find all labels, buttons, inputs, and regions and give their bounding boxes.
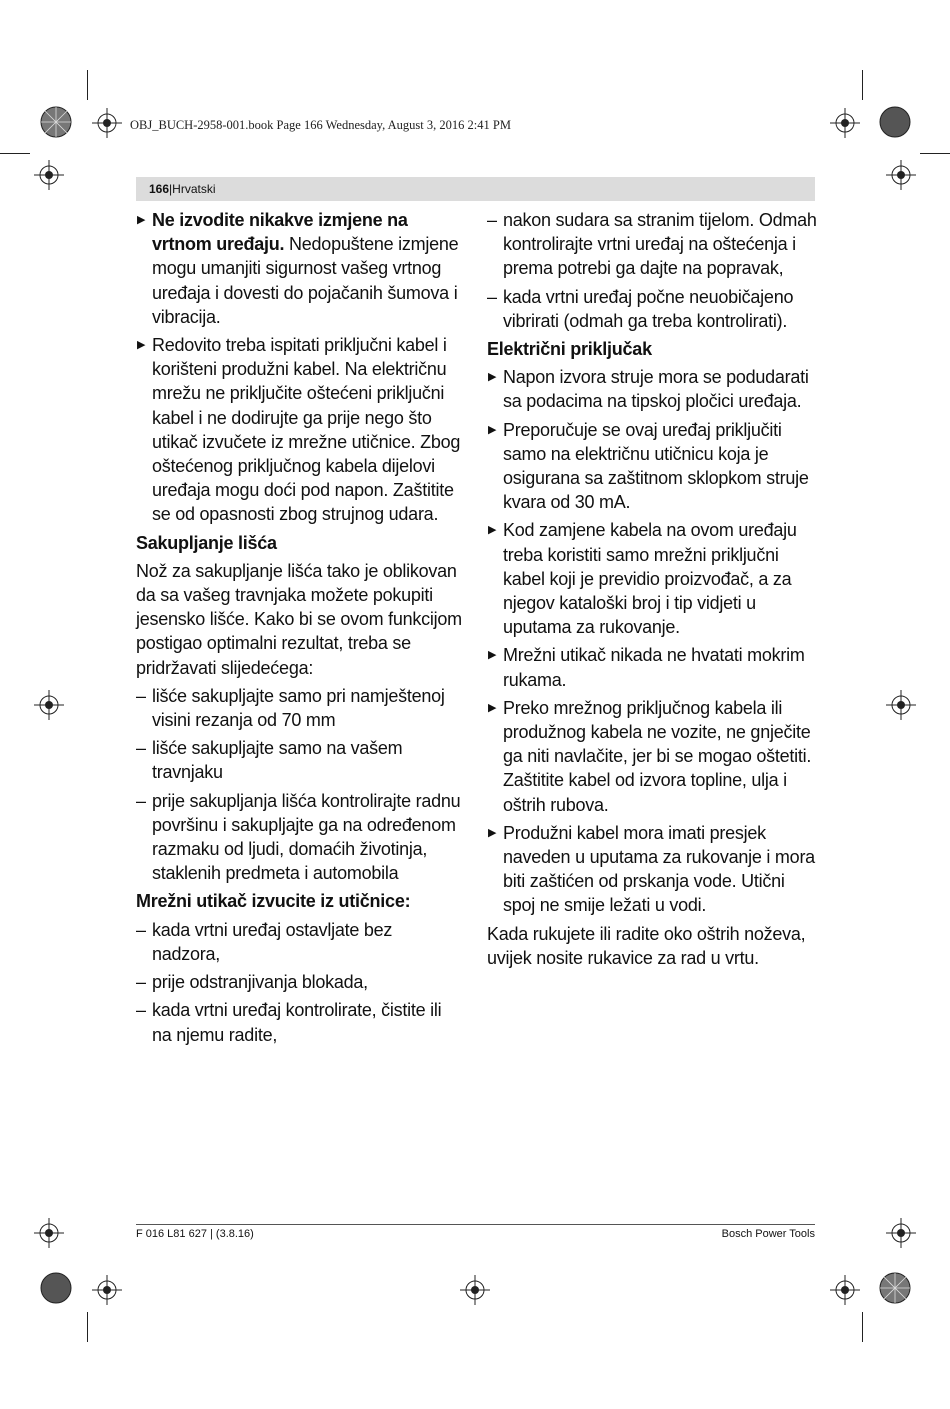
section-heading-leaves: Sakupljanje lišća [136,532,277,553]
crosshair-mark-bottom-center [460,1275,490,1305]
dash-item: – kada vrtni uređaj ostavljate bez nadzora, [136,918,464,966]
footer-rule [136,1224,815,1225]
bullet-item: ▶ Redovito treba ispitati priključni kabel i korišteni produžni kabel. Na električnu mrežu ne priključite oštećeni priključni kabel i ne dodirujte ga prije nego što utikač izvučete iz mrežne utičnice. Zbog oštećenog priključnog kabela dijelovi uređaja mogu doći pod napon. Zaštitite se od opasnosti zbog strujnog udara. [136,333,464,527]
dash-item: – lišće sakupljajte samo na vašem travnjaku [136,736,464,784]
bullet-item: ▶ Kod zamjene kabela na ovom uređaju treba koristiti samo mrežni priključni kabel koji je previdio proizvođač, a za njegov kataloški broj i tip vidjeti u uputama za rukovanje. [487,518,817,639]
crosshair-mark-upper-right [886,160,916,190]
bullet-bold-text: Ne izvodite nikakve izmjene na vrtnom uređaju. [152,210,408,255]
dash-item: – lišće sakupljajte samo pri namještenoj visini rezanja od 70 mm [136,684,464,732]
section-heading-electrical: Električni priključak [487,339,652,360]
closing-paragraph: Kada rukujete ili radite oko oštrih noževa, uvijek nosite rukavice za rad u vrtu. [487,923,806,968]
file-header: OBJ_BUCH-2958-001.book Page 166 Wednesday, August 3, 2016 2:41 PM [130,118,511,132]
bullet-item: ▶ Produžni kabel mora imati presjek naveden u uputama za rukovanje i mora biti zaštićen od prskanja vode. Utični spoj ne smije ležati u vodi. [487,821,817,918]
crosshair-mark-mid-left [34,690,64,720]
dash-item: – kada vrtni uređaj kontrolirate, čistite ili na njemu radite, [136,998,464,1046]
page-header-bar [136,177,815,201]
crosshair-mark-bottom-right [830,1275,860,1305]
bullet-item: ▶ Mrežni utikač nikada ne hvatati mokrim rukama. [487,643,817,691]
page-number: 166 [149,182,170,196]
crosshair-mark-lower-right [886,1218,916,1248]
crop-line [87,70,88,100]
header-language: Hrvatski [172,182,216,196]
bullet-item: ▶ Napon izvora struje mora se podudarati sa podacima na tipskoj pločici uređaja. [487,365,817,413]
crop-line [862,70,863,100]
left-column [136,208,464,1051]
footer-document-code: F 016 L81 627 | (3.8.16) [136,1228,254,1240]
registration-mark-bottom-right-solid [877,1270,913,1306]
leaves-paragraph: Nož za sakupljanje lišća tako je oblikovan da sa vašeg travnjaka možete pokupiti jesensko lišće. Kako bi se ovom funkcijom postigao optimalni rezultat, treba se pridržavati slijedećega: [136,560,462,678]
bullet-text: Nedopuštene izmjene mogu umanjiti sigurnost vašeg vrtnog uređaja i dovesti do pojačanih šumova i vibracija. [152,234,459,327]
registration-mark-bottom-left-solid [38,1270,74,1306]
bullet-item [136,208,464,329]
crop-line [0,153,30,154]
crosshair-mark-upper-left [34,160,64,190]
dash-item: – prije odstranjivanja blokada, [136,970,464,994]
crop-line [920,153,950,154]
dash-item: – nakon sudara sa stranim tijelom. Odmah kontrolirajte vrtni uređaj na oštećenja i prema potrebi ga dajte na popravak, [487,208,817,281]
crosshair-mark-mid-right [886,690,916,720]
crosshair-mark-top-right [830,108,860,138]
dash-item: – prije sakupljanja lišća kontrolirajte radnu površinu i sakupljajte ga na određenom razmaku od ljudi, domaćih životinja, staklenih predmeta i automobila [136,789,464,886]
crosshair-mark-top-left [92,108,122,138]
crop-line [862,1312,863,1342]
footer-brand: Bosch Power Tools [721,1228,815,1240]
crop-line [87,1312,88,1342]
section-heading-unplug: Mrežni utikač izvucite iz utičnice: [136,891,411,912]
header-separator: | [169,182,173,196]
page-header [149,182,216,196]
dash-item: – kada vrtni uređaj počne neuobičajeno vibrirati (odmah ga treba kontrolirati). [487,285,817,333]
right-column [487,208,817,974]
bullet-item: ▶ Preko mrežnog priključnog kabela ili produžnog kabela ne vozite, ne gnječite ga niti navlačite, jer bi se mogao oštetiti. Zaštitite kabel od izvora topline, ulja i oštrih rubova. [487,696,817,817]
bullet-item: ▶ Preporučuje se ovaj uređaj priključiti samo na električnu utičnicu koja je osigurana sa zaštitnom sklopkom struje kvara od 30 mA. [487,418,817,515]
crosshair-mark-bottom-left [92,1275,122,1305]
crosshair-mark-lower-left [34,1218,64,1248]
registration-mark-top-left-solid [38,104,74,140]
registration-mark-top-right-solid [877,104,913,140]
